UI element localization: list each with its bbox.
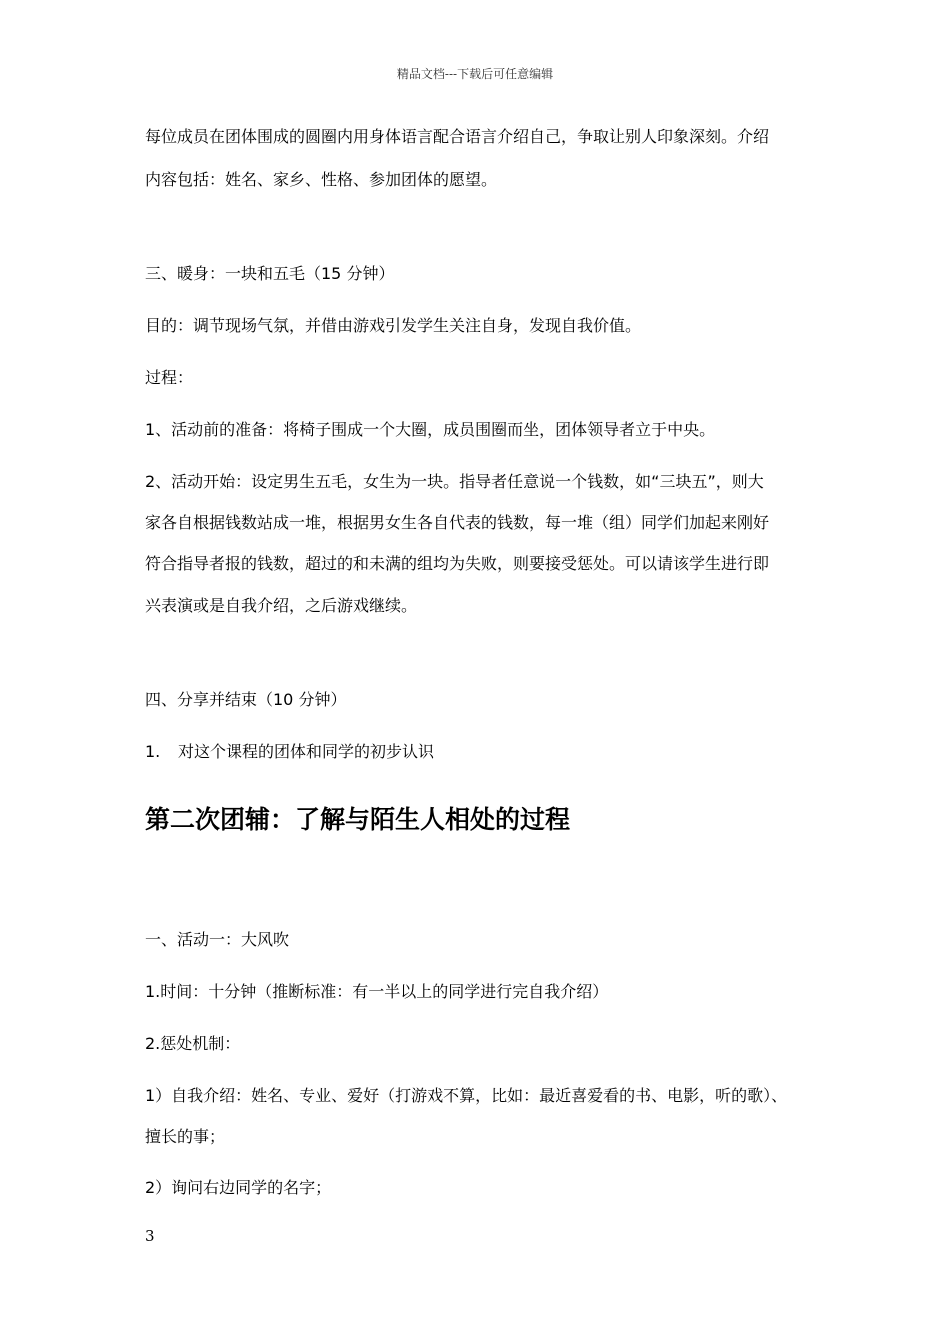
section-4-item-1: [145, 742, 434, 762]
activity-1-time: 1.时间：十分钟（推断标准：有一半以上的同学进行完自我介绍）: [145, 982, 609, 1001]
intro-line-1: 每位成员在团体围成的圆圈内用身体语言配合语言介绍自己，争取让别人印象深刻。介绍: [145, 127, 770, 146]
list-number: 1.: [145, 742, 161, 761]
intro-line-2: 内容包括：姓名、家乡、性格、参加团体的愿望。: [145, 170, 498, 189]
activity-1-penalty-label: 2.惩处机制：: [145, 1034, 241, 1053]
section-3-step-2-line-1: 2、活动开始：设定男生五毛，女生为一块。指导者任意说一个钱数，如“三块五”，则大: [145, 472, 764, 491]
section-3-step-2-line-2: 家各自根据钱数站成一堆，根据男女生各自代表的钱数，每一堆（组）同学们加起来刚好: [145, 513, 770, 532]
section-3-step-1: 1、活动前的准备：将椅子围成一个大圈，成员围圈而坐，团体领导者立于中央。: [145, 420, 716, 439]
section-3-purpose: 目的：调节现场气氛，并借由游戏引发学生关注自身，发现自我价值。: [145, 316, 642, 335]
section-3-title: 三、暖身：一块和五毛（15 分钟）: [145, 264, 395, 283]
section-3-process-label: 过程：: [145, 368, 194, 387]
activity-1-penalty-2: 2）询问右边同学的名字；: [145, 1178, 332, 1197]
section-3-step-2-line-3: 符合指导者报的钱数，超过的和未满的组均为失败，则要接受惩处。可以请该学生进行即: [145, 554, 770, 573]
activity-1-penalty-1-line-1: 1）自我介绍：姓名、专业、爱好（打游戏不算，比如：最近喜爱看的书、电影，听的歌）、: [145, 1086, 788, 1105]
activity-1-title: 一、活动一：大风吹: [145, 930, 290, 949]
section-heading-second-session: 第二次团辅：了解与陌生人相处的过程: [145, 805, 571, 834]
section-3-step-2-line-4: 兴表演或是自我介绍，之后游戏继续。: [145, 596, 418, 615]
section-4-title: 四、分享并结束（10 分钟）: [145, 690, 347, 709]
list-item-text: 对这个课程的团体和同学的初步认识: [178, 742, 435, 761]
page-number: 3: [145, 1227, 155, 1245]
activity-1-penalty-1-line-2: 擅长的事；: [145, 1127, 226, 1146]
page-header: 精品文档---下载后可任意编辑: [396, 67, 554, 81]
